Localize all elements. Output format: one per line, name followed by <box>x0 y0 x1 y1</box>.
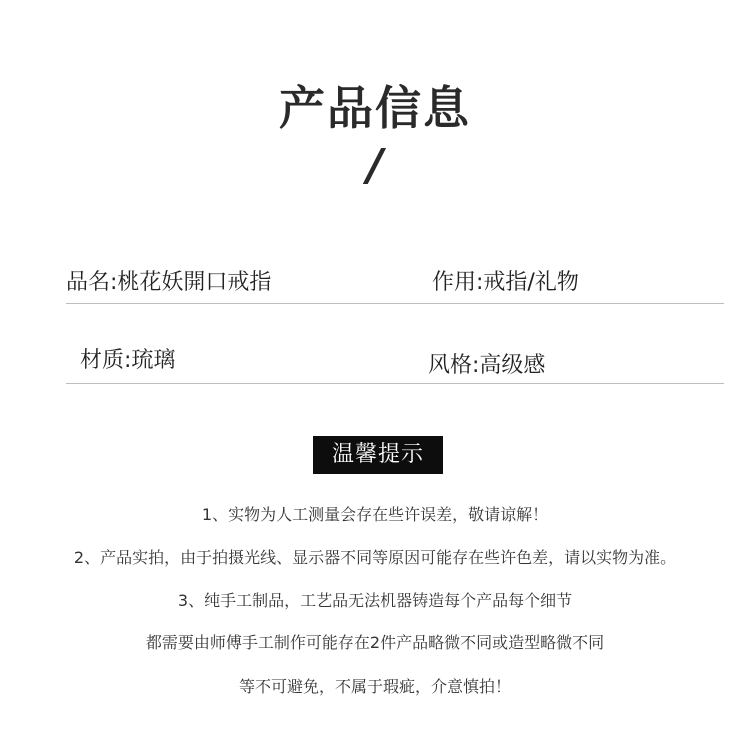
tip-line-3: 3、纯手工制品，工艺品无法机器铸造每个产品每个细节 <box>177 591 573 610</box>
page-title: 产品信息 <box>279 81 471 135</box>
tip-line-2: 2、产品实拍，由于拍摄光线、显示器不同等原因可能存在些许色差，请以实物为准。 <box>73 548 677 567</box>
info-row-2 <box>66 343 724 384</box>
product-usage: 作用:戒指/礼物 <box>432 270 579 295</box>
info-row-1 <box>66 263 724 304</box>
tip-line-1: 1、实物为人工测量会存在些许误差，敬请谅解！ <box>201 505 549 524</box>
product-name: 品名:桃花妖開口戒指 <box>66 270 272 295</box>
product-material: 材质:琉璃 <box>80 348 176 373</box>
product-style: 风格:高级感 <box>428 353 546 378</box>
tips-badge: 温馨提示 <box>313 436 443 474</box>
tip-line-4: 都需要由师傅手工制作可能存在2件产品略微不同或造型略微不同 <box>145 633 605 652</box>
title-divider: / <box>366 140 384 191</box>
tip-line-5: 等不可避免，不属于瑕疵，介意慎拍！ <box>238 677 511 696</box>
